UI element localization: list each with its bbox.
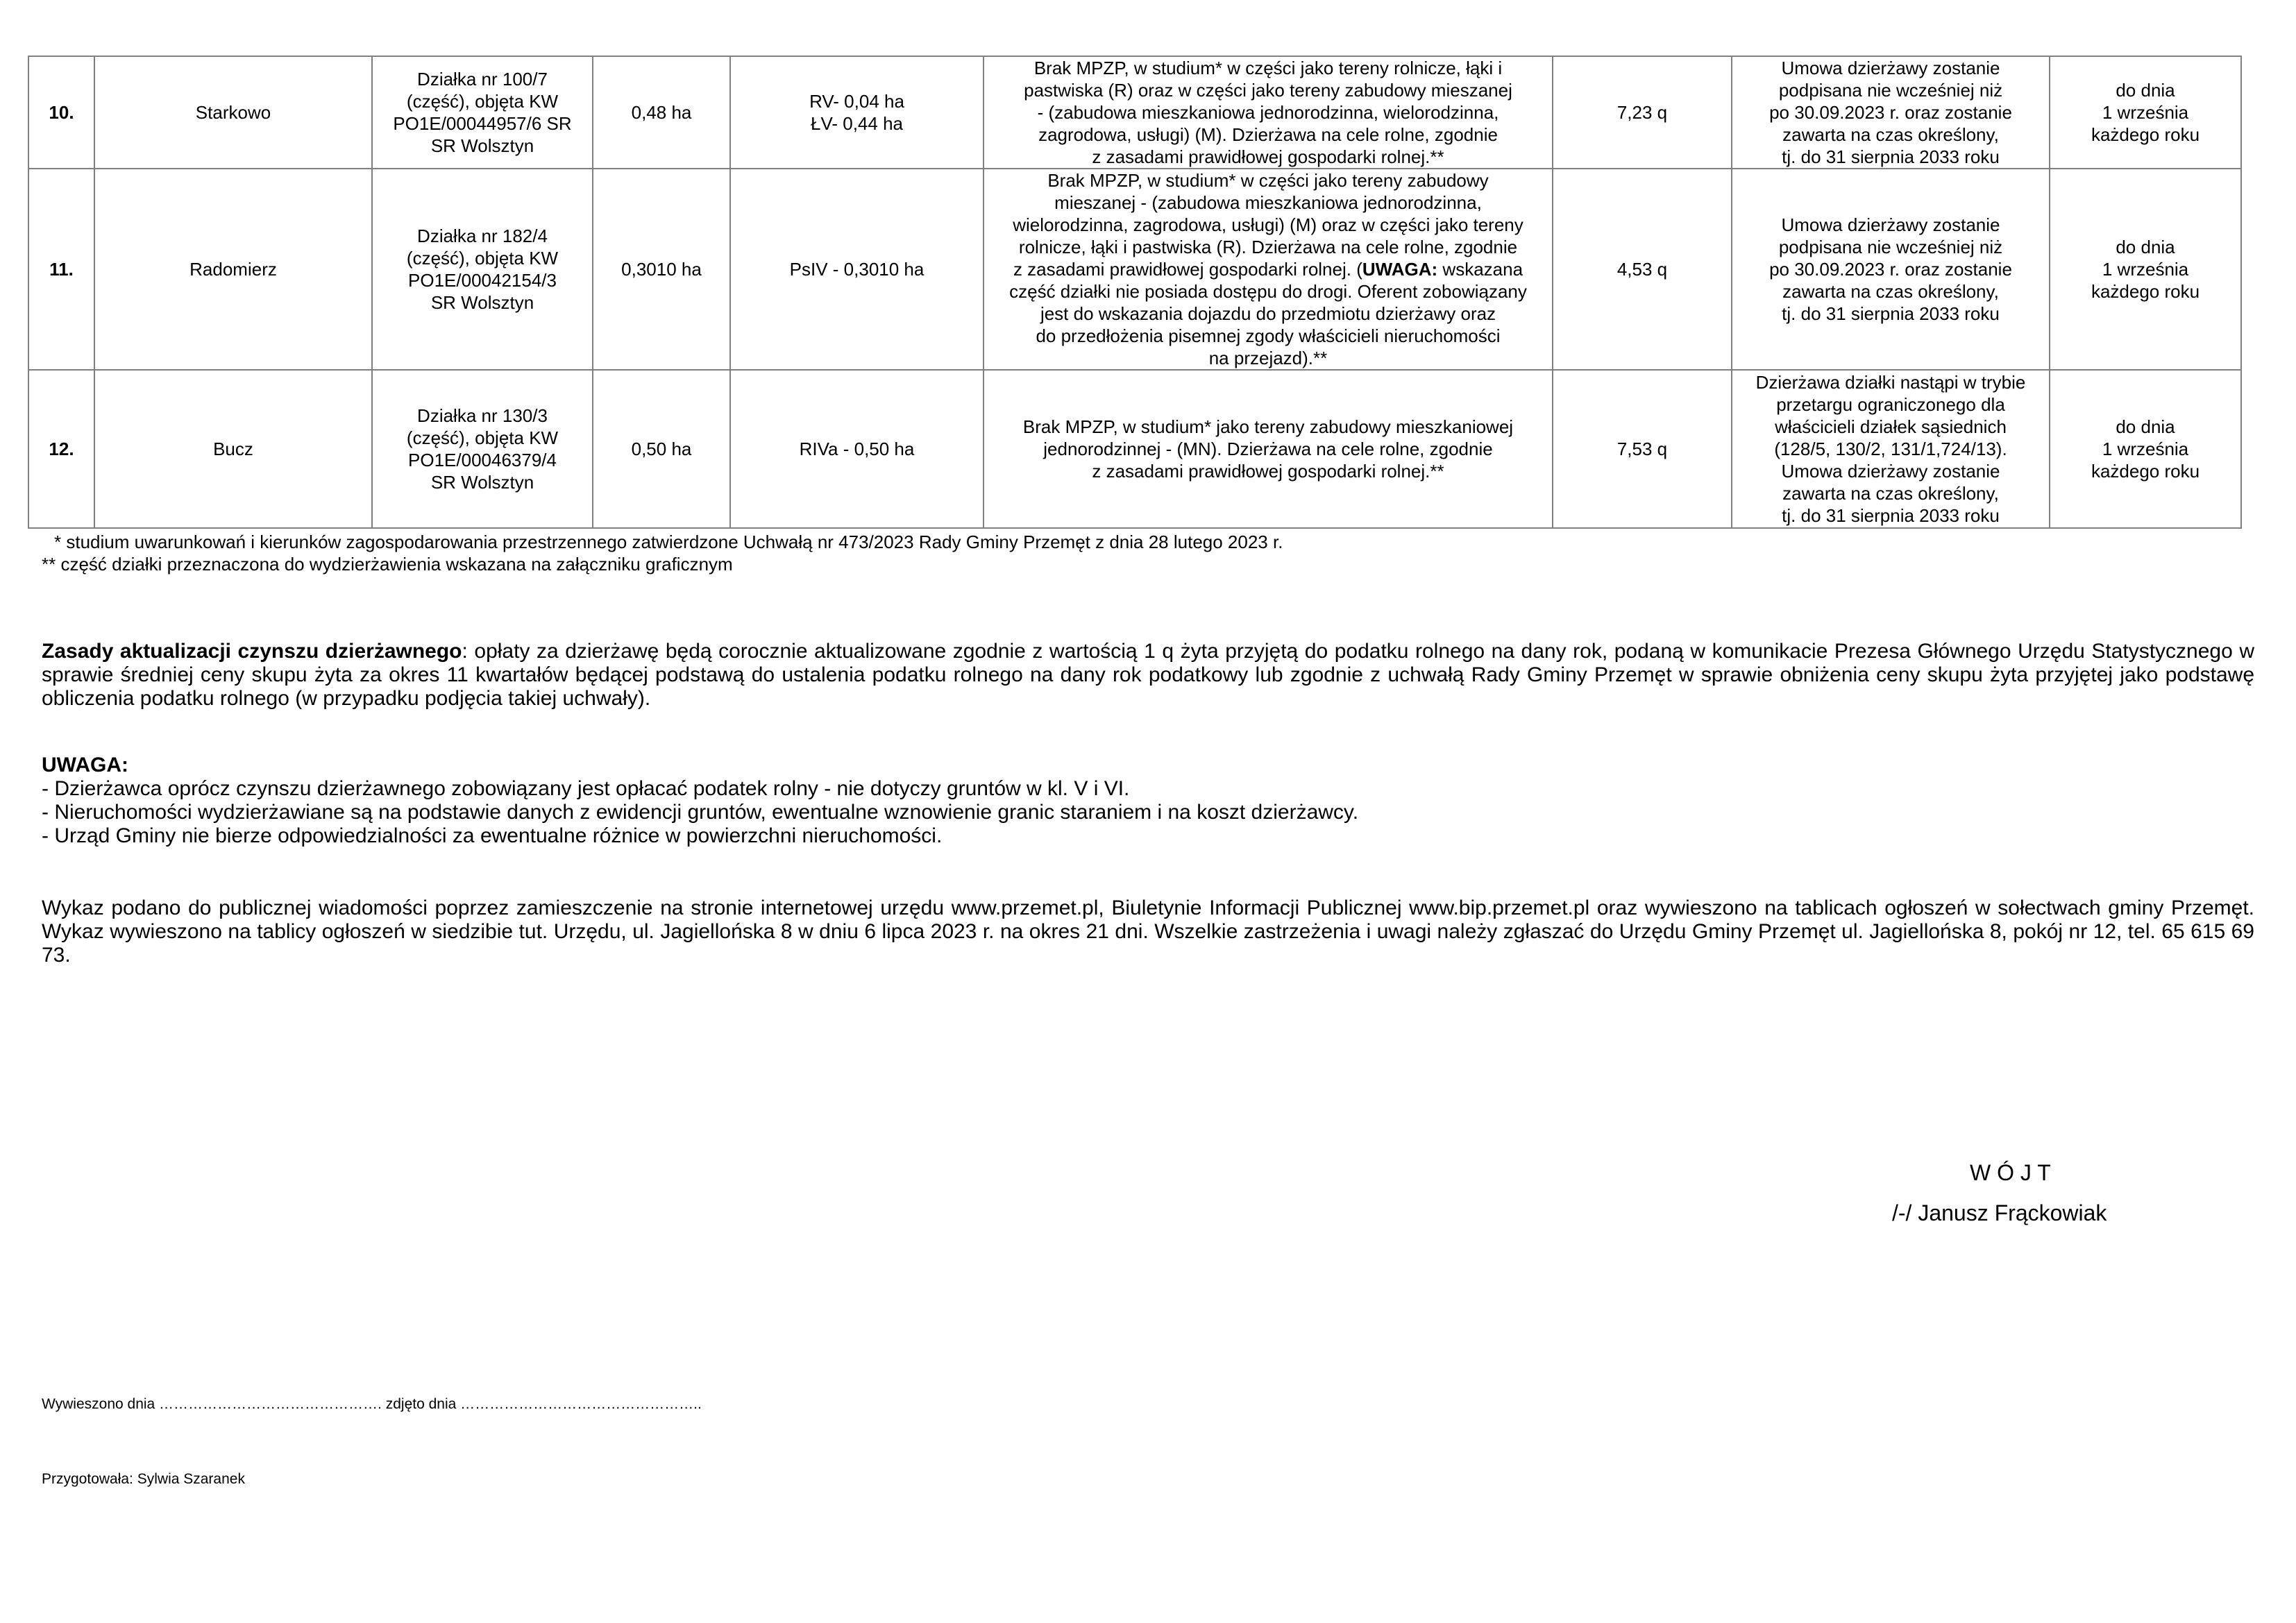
description-cell: Brak MPZP, w studium* w części jako tereny zabudowy mieszanej - (zabudowa mieszkaniowa jednorodzinna, wielorodzinna, zagrodowa, usługi) (M) oraz w części jako tereny rolnicze, łąki i pastwiska (R). Dzierżawa na cele rolne, zgodnie z zasadami prawidłowej gospodarki rolnej. (UWAGA: wskazana część działki nie posiada dostępu do drogi. Oferent zobowiązany jest do wskazania dojazdu do przedmiotu dzierżawy oraz do przedłożenia pisemnej zgody właścicieli nieruchomości na przejazd).** [984, 169, 1553, 370]
place-cell: Radomierz [94, 169, 372, 370]
rent-update-text: : opłaty za dzierżawę będą corocznie aktualizowane zgodnie z wartością 1 q żyta przyjętą do podatku rolnego na dany rok, podaną w komunikacie Prezesa Głównego Urzędu Statystycznego w sprawie średniej ceny skupu żyta za okres 11 kwartałów będącej podstawą do ustalenia podatku rolnego na dany rok podatkowy lub zgodnie z uchwałą Rady Gminy Przemęt w sprawie obniżenia ceny skupu żyta przyjętej jako podstawę obliczenia podatku rolnego (w przypadku podjęcia takiej uchwały). [42, 640, 2255, 710]
payment-cell: do dnia 1 września każdego roku [2050, 56, 2241, 169]
land-class-cell: PsIV - 0,3010 ha [730, 169, 984, 370]
note-item: - Dzierżawca oprócz czynszu dzierżawnego zobowiązany jest opłacać podatek rolny - nie dotyczy gruntów w kl. V i VI. [42, 777, 1130, 800]
term-cell: Umowa dzierżawy zostanie podpisana nie wcześniej niż po 30.09.2023 r. oraz zostanie zawarta na czas określony, tj. do 31 sierpnia 2033 roku [1732, 169, 2050, 370]
prepared-by: Przygotowała: Sylwia Szaranek [42, 1471, 245, 1487]
signature-name: /-/ Janusz Frąckowiak [1892, 1200, 2107, 1225]
area-cell: 0,3010 ha [593, 169, 730, 370]
land-class-cell: RV- 0,04 ha ŁV- 0,44 ha [730, 56, 984, 169]
plot-cell: Działka nr 182/4 (część), objęta KW PO1E/00042154/3 SR Wolsztyn [372, 169, 593, 370]
rent-cell: 4,53 q [1553, 169, 1732, 370]
note-item: - Nieruchomości wydzierżawiane są na podstawie danych z ewidencji gruntów, ewentualne wznowienie granic staraniem i na koszt dzierżawcy. [42, 801, 1359, 824]
posted-removed-line: Wywieszono dnia ………………………………………. zdjęto dnia ………………………………………….. [42, 1396, 702, 1412]
publication-notice: Wykaz podano do publicznej wiadomości poprzez zamieszczenie na stronie internetowej urzędu www.przemet.pl, Biuletynie Informacji Publicznej www.bip.przemet.pl oraz wywieszono na tablicach ogłoszeń w sołectwach gminy Przemęt. Wykaz wywieszono na tablicy ogłoszeń w siedzibie tut. Urzędu, ul. Jagiellońska 8 w dniu 6 lipca 2023 r. na okres 21 dni. Wszelkie zastrzeżenia i uwagi należy zgłaszać do Urzędu Gminy Przemęt ul. Jagiellońska 8, pokój nr 12, tel. 65 615 69 73. [42, 897, 2254, 967]
row-number: 11. [28, 169, 94, 370]
payment-cell: do dnia 1 września każdego roku [2050, 370, 2241, 528]
place-cell: Bucz [94, 370, 372, 528]
place-cell: Starkowo [94, 56, 372, 169]
note-item: - Urząd Gminy nie bierze odpowiedzialności za ewentualne różnice w powierzchni nieruchomości. [42, 824, 943, 847]
area-cell: 0,50 ha [593, 370, 730, 528]
footnote-graphic: ** część działki przeznaczona do wydzierżawienia wskazana na załączniku graficznym [42, 554, 733, 575]
plot-table [28, 56, 2242, 529]
description-cell: Brak MPZP, w studium* w części jako tereny rolnicze, łąki i pastwiska (R) oraz w części jako tereny zabudowy mieszanej - (zabudowa mieszkaniowa jednorodzinna, wielorodzinna, zagrodowa, usługi) (M). Dzierżawa na cele rolne, zgodnie z zasadami prawidłowej gospodarki rolnej.** [984, 56, 1553, 169]
payment-cell: do dnia 1 września każdego roku [2050, 169, 2241, 370]
term-cell: Umowa dzierżawy zostanie podpisana nie wcześniej niż po 30.09.2023 r. oraz zostanie zawarta na czas określony, tj. do 31 sierpnia 2033 roku [1732, 56, 2050, 169]
signature-title: W Ó J T [1970, 1160, 2051, 1185]
area-cell: 0,48 ha [593, 56, 730, 169]
table-row [28, 169, 2241, 370]
note-block [42, 754, 2254, 848]
row-number: 12. [28, 370, 94, 528]
land-class-cell: RIVa - 0,50 ha [730, 370, 984, 528]
row-number: 10. [28, 56, 94, 169]
plot-cell: Działka nr 130/3 (część), objęta KW PO1E/00046379/4 SR Wolsztyn [372, 370, 593, 528]
rent-update-heading: Zasady aktualizacji czynszu dzierżawnego [42, 640, 462, 663]
plot-cell: Działka nr 100/7 (część), objęta KW PO1E/00044957/6 SR SR Wolsztyn [372, 56, 593, 169]
description-cell: Brak MPZP, w studium* jako tereny zabudowy mieszkaniowej jednorodzinnej - (MN). Dzierżawa na cele rolne, zgodnie z zasadami prawidłowej gospodarki rolnej.** [984, 370, 1553, 528]
footnote-study: * studium uwarunkowań i kierunków zagospodarowania przestrzennego zatwierdzone Uchwałą nr 473/2023 Rady Gminy Przemęt z dnia 28 lutego 2023 r. [54, 532, 1283, 552]
term-cell: Dzierżawa działki nastąpi w trybie przetargu ograniczonego dla właścicieli działek sąsiednich (128/5, 130/2, 131/1,724/13). Umowa dzierżawy zostanie zawarta na czas określony, tj. do 31 sierpnia 2033 roku [1732, 370, 2050, 528]
rent-cell: 7,23 q [1553, 56, 1732, 169]
rent-cell: 7,53 q [1553, 370, 1732, 528]
rent-update-rules [42, 640, 2254, 711]
table-row [28, 370, 2241, 528]
note-heading: UWAGA: [42, 754, 128, 776]
table-row [28, 56, 2241, 169]
